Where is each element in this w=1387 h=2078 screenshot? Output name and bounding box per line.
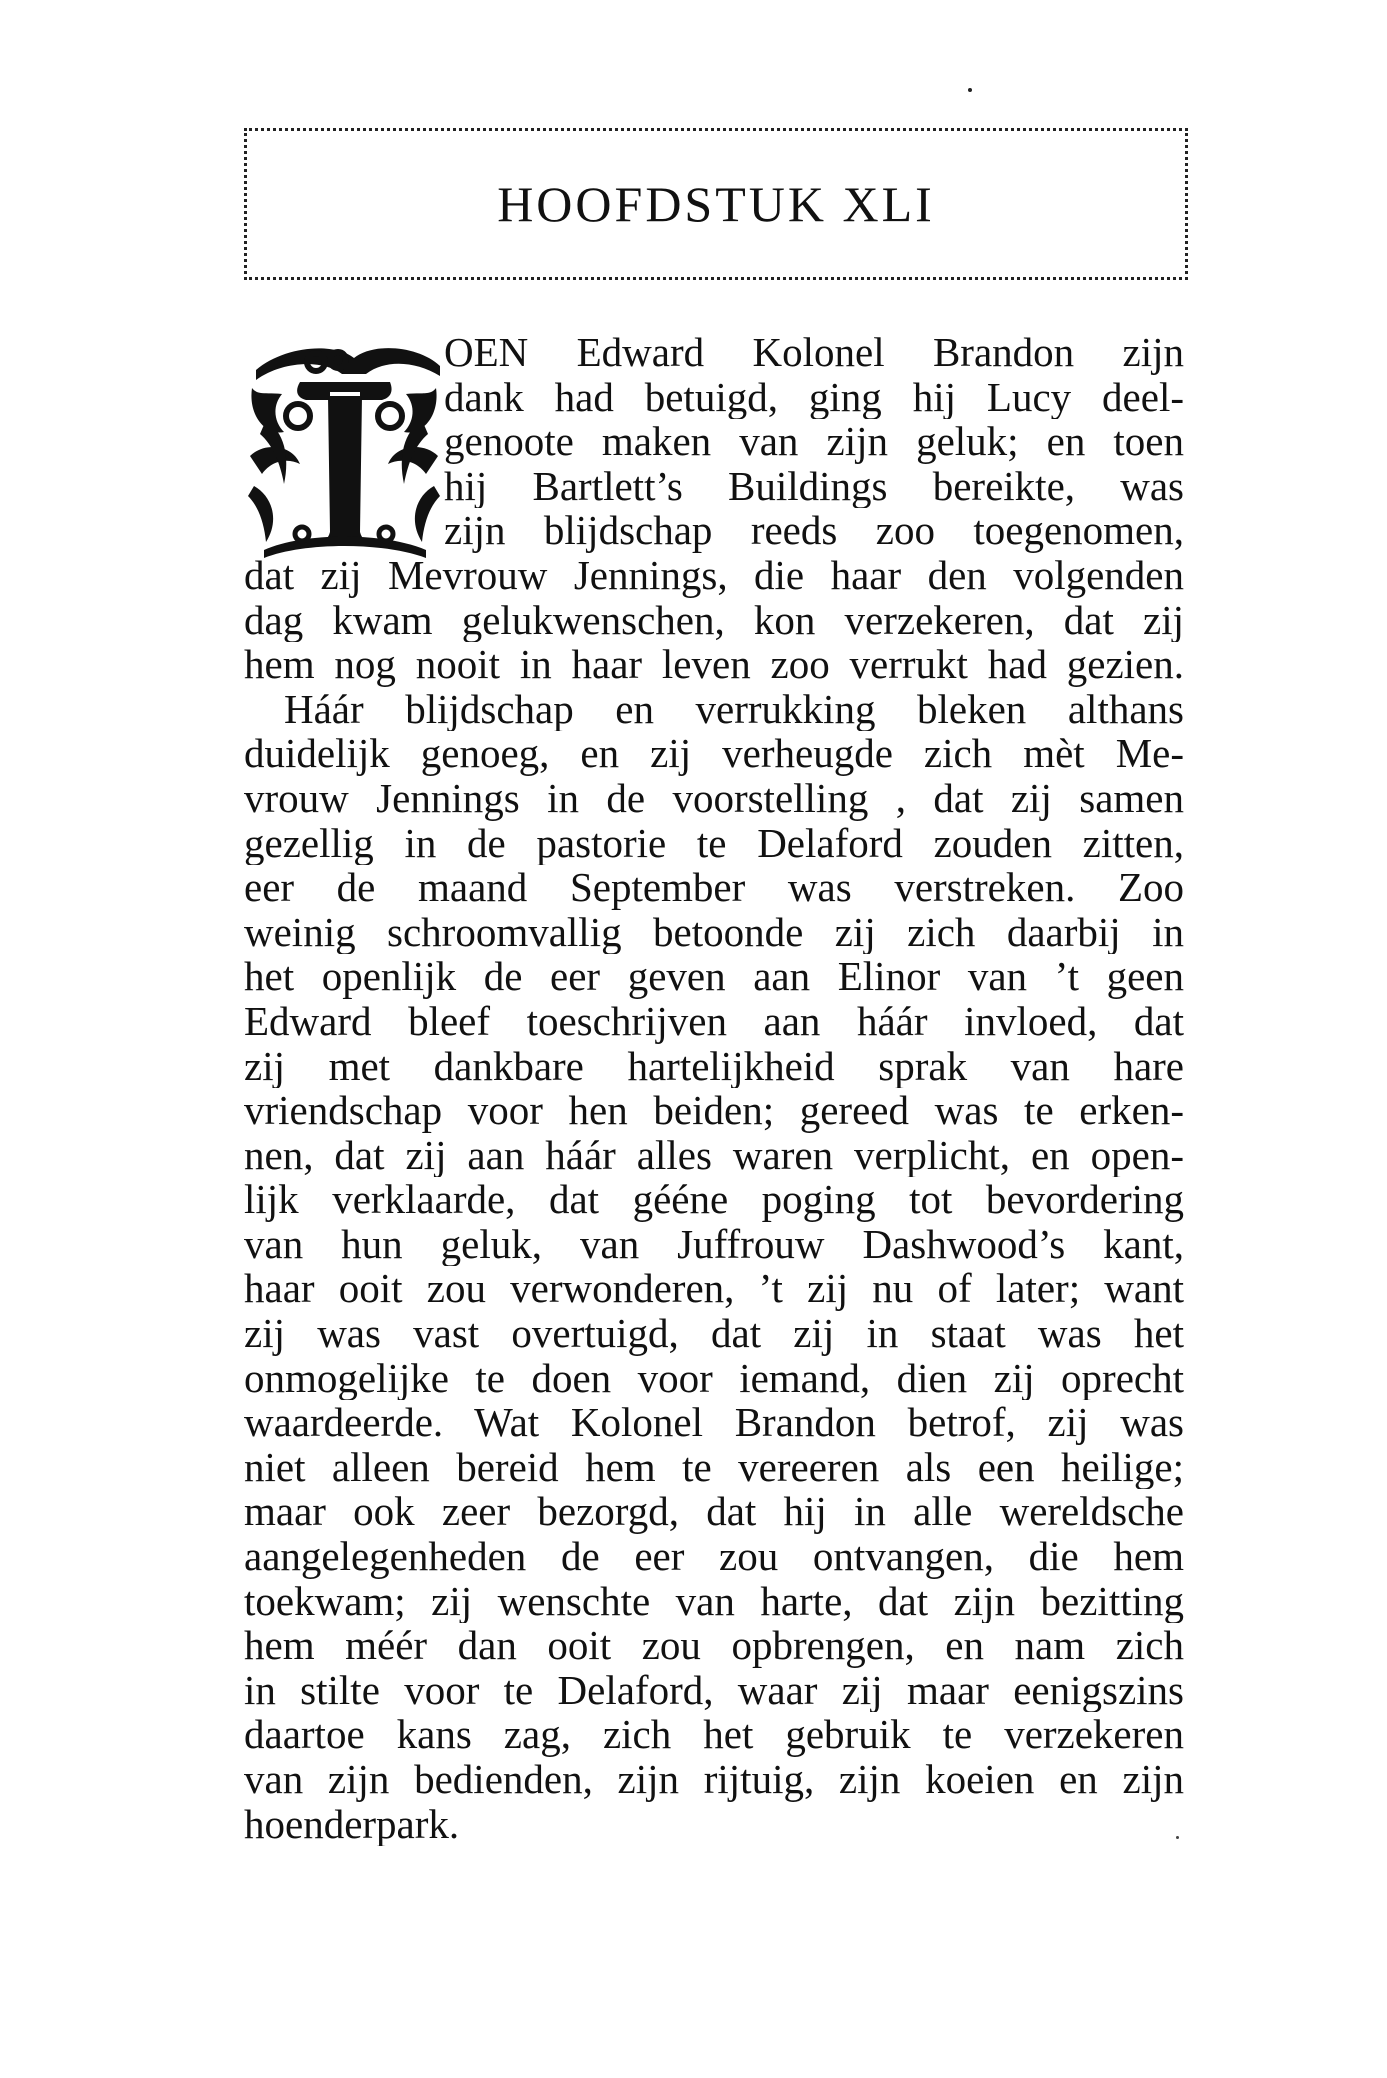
text-line: weinig schroomvallig betoonde zij zich daarbij in — [244, 909, 1184, 955]
text-line: Edward bleef toeschrijven aan háár invloed, dat — [244, 998, 1184, 1044]
text-line: eer de maand September was verstreken. Zoo — [244, 865, 1184, 910]
text-line: nen, dat zij aan háár alles waren verplicht, en open- — [244, 1132, 1184, 1178]
text-line: vrouw Jennings in de voorstelling , dat zij samen — [244, 775, 1184, 821]
scan-speck — [968, 88, 972, 92]
text-line: het openlijk de eer geven aan Elinor van ’t geen — [244, 954, 1184, 999]
text-line: duidelijk genoeg, en zij verheugde zich mèt Me- — [244, 731, 1184, 776]
text-line: zijn blijdschap reeds zoo toegenomen, — [444, 508, 1184, 553]
text-line: Háár blijdschap en verrukking bleken althans — [284, 686, 1184, 732]
text-line: zij was vast overtuigd, dat zij in staat was het — [244, 1311, 1184, 1356]
text-line: aangelegenheden de eer zou ontvangen, die hem — [244, 1534, 1184, 1579]
text-line: haar ooit zou verwonderen, ’t zij nu of later; want — [244, 1266, 1184, 1312]
text-line: van zijn bedienden, zijn rijtuig, zijn koeien en zijn — [244, 1757, 1184, 1802]
text-line: maar ook zeer bezorgd, dat hij in alle wereldsche — [244, 1489, 1184, 1535]
text-line: vriendschap voor hen beiden; gereed was te erken- — [244, 1088, 1184, 1133]
text-line: dank had betuigd, ging hij Lucy deel- — [444, 374, 1184, 420]
text-line: hoenderpark. — [244, 1801, 460, 1847]
text-line: zij met dankbare hartelijkheid sprak van hare — [244, 1043, 1184, 1089]
text-line: onmogelijke te doen voor iemand, dien zij oprecht — [244, 1355, 1184, 1401]
text-line: van hun geluk, van Juffrouw Dashwood’s kant, — [244, 1221, 1184, 1267]
chapter-heading-frame — [244, 128, 1188, 280]
text-line: OEN Edward Kolonel Brandon zijn — [444, 330, 1184, 375]
text-line: niet alleen bereid hem te vereeren als een heilige; — [244, 1444, 1184, 1490]
text-line: in stilte voor te Delaford, waar zij maar eenigszins — [244, 1667, 1184, 1713]
text-line: dag kwam gelukwenschen, kon verzekeren, dat zij — [244, 597, 1184, 643]
text-line: dat zij Mevrouw Jennings, die haar den volgenden — [244, 552, 1184, 598]
text-line: daartoe kans zag, zich het gebruik te verzekeren — [244, 1712, 1184, 1757]
text-line: hem méér dan ooit zou opbrengen, en nam zich — [244, 1623, 1184, 1668]
chapter-title: HOOFDSTUK XLI — [497, 176, 935, 232]
text-line: lijk verklaarde, dat gééne poging tot bevordering — [244, 1177, 1184, 1222]
body-text — [244, 330, 1184, 1846]
text-line: hij Bartlett’s Buildings bereikte, was — [444, 463, 1184, 509]
text-line: gezellig in de pastorie te Delaford zouden zitten, — [244, 820, 1184, 866]
text-line: waardeerde. Wat Kolonel Brandon betrof, zij was — [244, 1400, 1184, 1445]
text-line: hem nog nooit in haar leven zoo verrukt had gezien. — [244, 642, 1184, 687]
text-line: toekwam; zij wenschte van harte, dat zijn bezitting — [244, 1578, 1184, 1624]
text-line: genoote maken van zijn geluk; en toen — [444, 419, 1184, 464]
